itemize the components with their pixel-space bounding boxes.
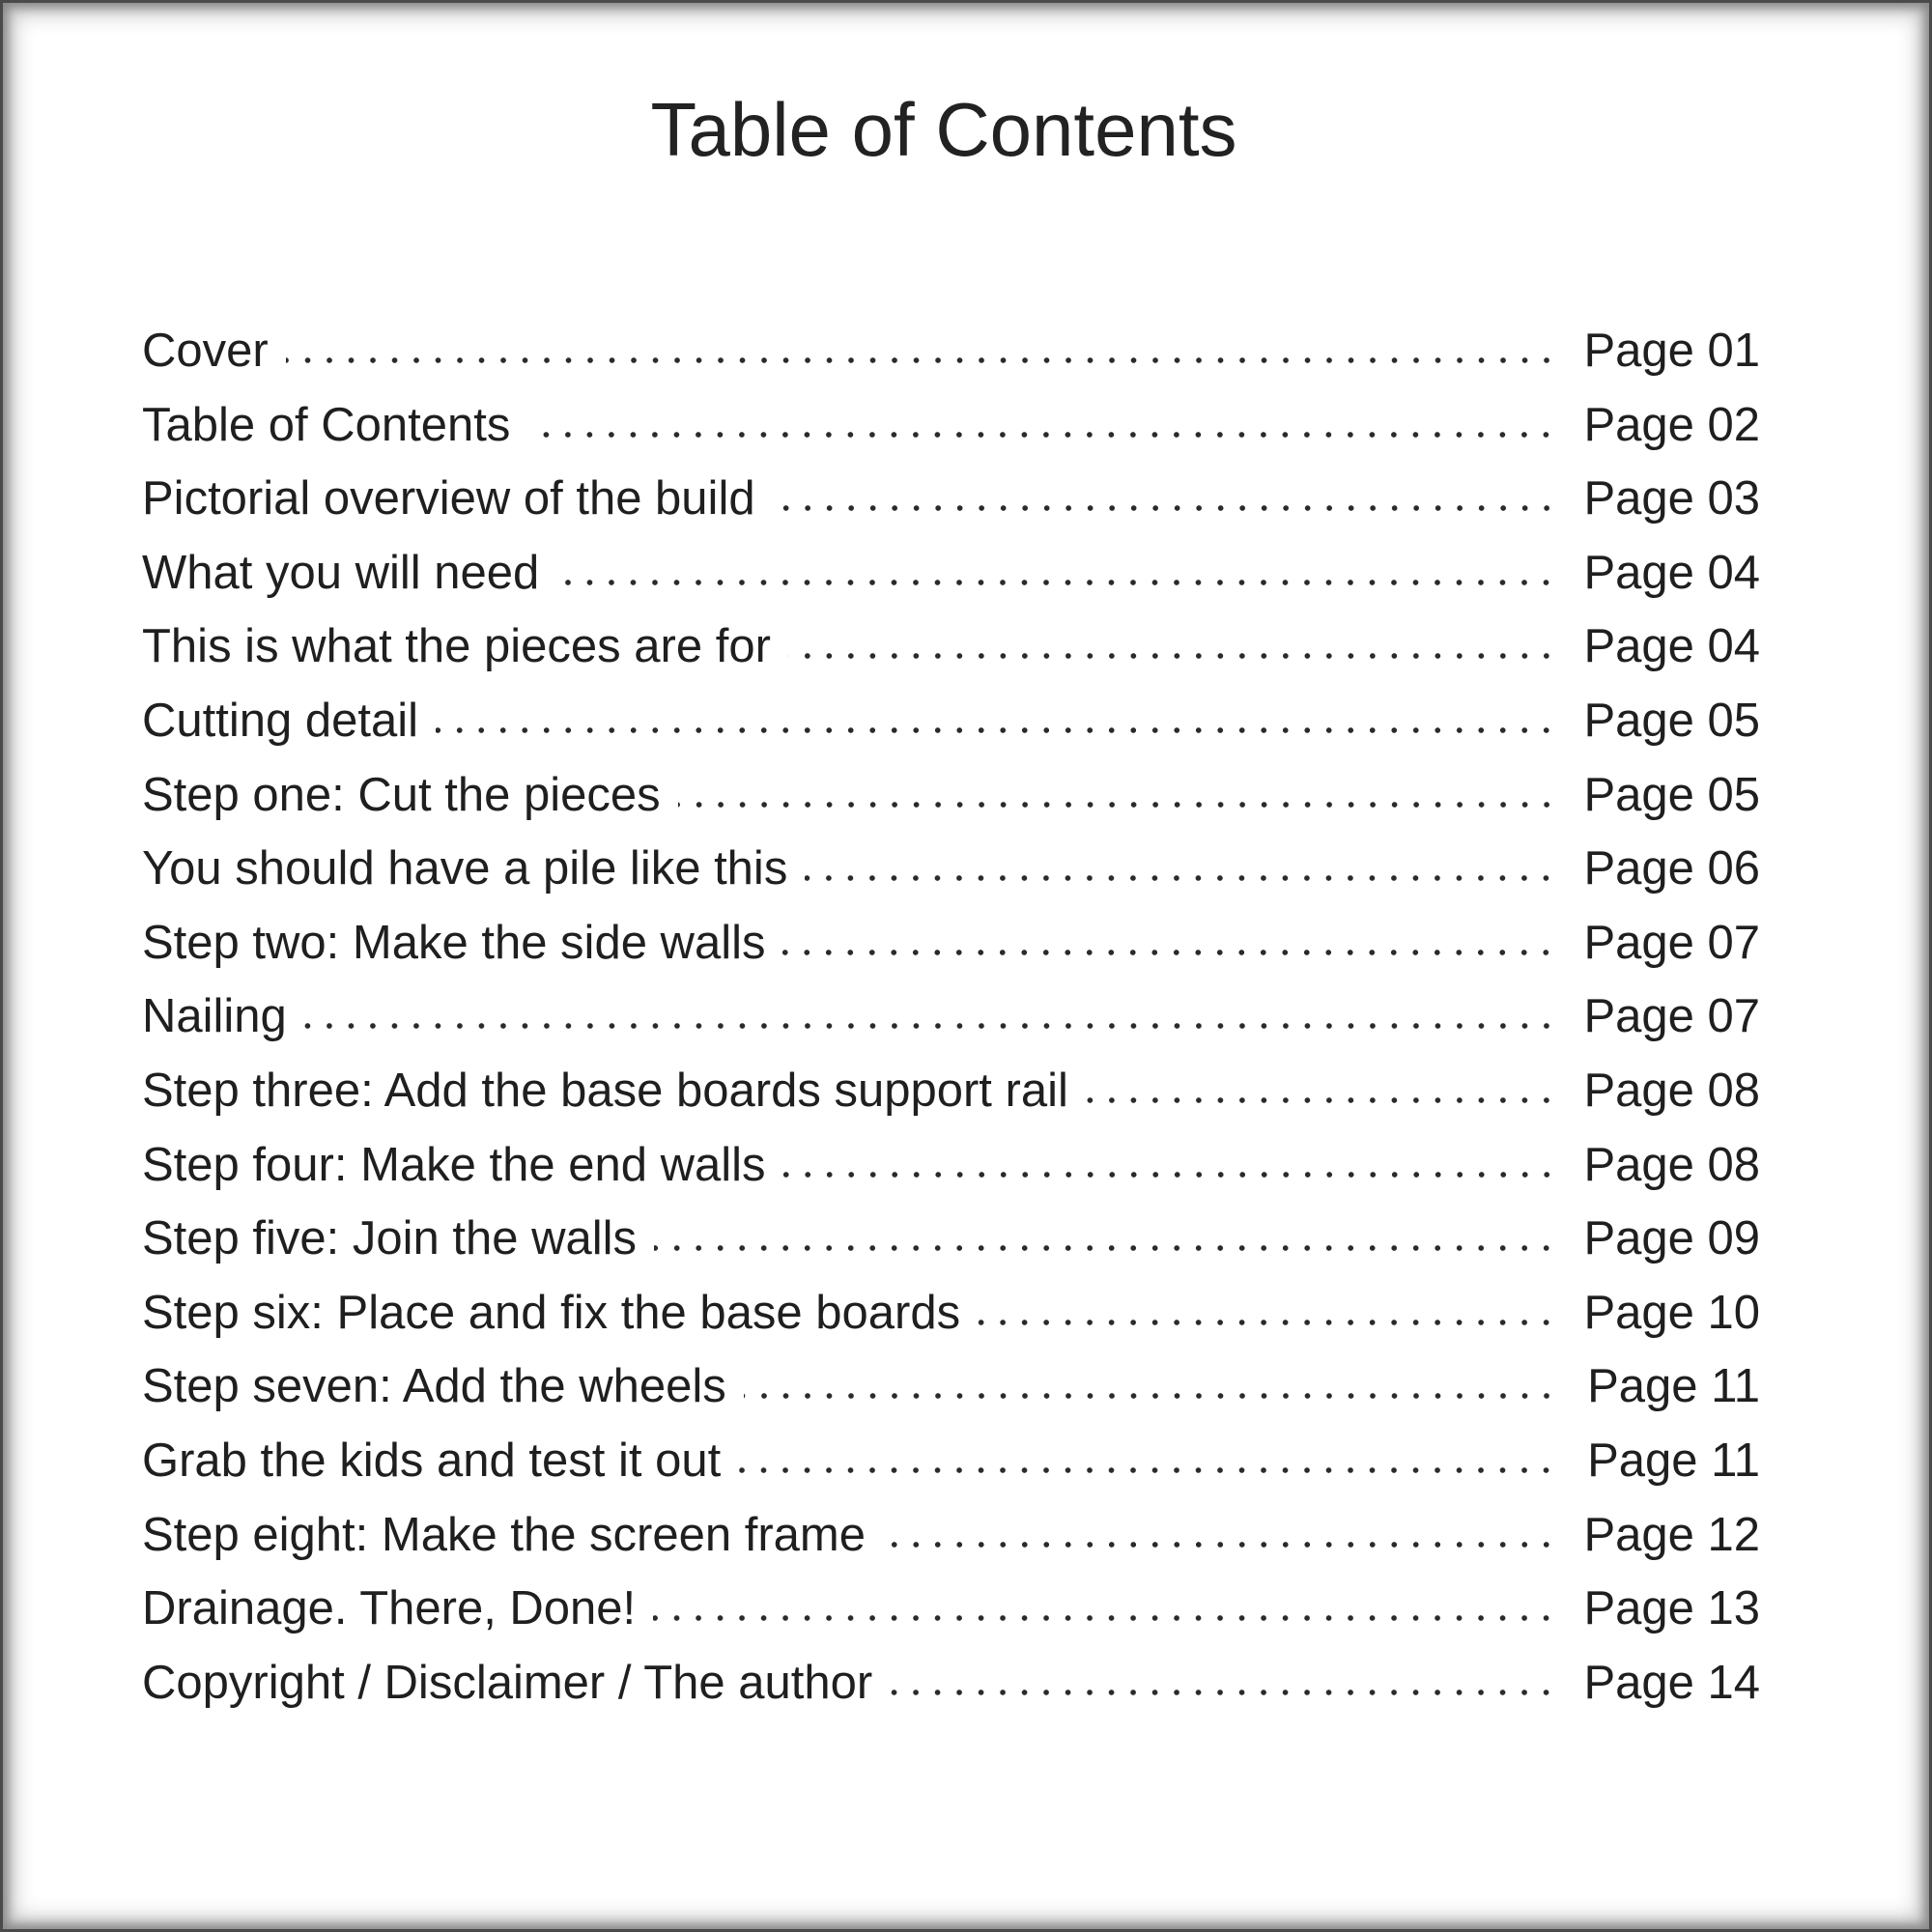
toc-entry[interactable]	[142, 324, 1760, 398]
toc-entry-label: Cutting detail	[142, 694, 419, 747]
toc-entry-label: Step seven: Add the wheels	[142, 1360, 726, 1413]
toc-entry-page: Page 04	[1583, 620, 1760, 673]
toc-entry[interactable]	[142, 841, 1760, 916]
toc-entry-label: Table of Contents	[142, 398, 511, 451]
toc-entry[interactable]	[142, 1581, 1760, 1656]
toc-entry-page: Page 02	[1583, 398, 1760, 451]
toc-entry[interactable]	[142, 768, 1760, 842]
toc-entry-page: Page 08	[1583, 1064, 1760, 1117]
toc-entry-page: Page 12	[1583, 1508, 1760, 1561]
toc-entry-label: Step eight: Make the screen frame	[142, 1508, 866, 1561]
dot-leader	[654, 1240, 1557, 1254]
toc-entry-label: What you will need	[142, 546, 540, 599]
toc-entry-label: Step two: Make the side walls	[142, 916, 766, 969]
toc-entry-page: Page 13	[1583, 1582, 1760, 1635]
toc-entry-page: Page 10	[1583, 1286, 1760, 1339]
toc-entry-page: Page 05	[1583, 694, 1760, 747]
dot-leader	[890, 1685, 1557, 1698]
toc-entry-label: Drainage. There, Done!	[142, 1582, 637, 1635]
toc-entry-label: Step three: Add the base boards support rail	[142, 1064, 1068, 1117]
toc-entry-label: You should have a pile like this	[142, 842, 788, 895]
toc-entry-page: Page 14	[1583, 1656, 1760, 1709]
toc-entry-page: Page 11	[1587, 1360, 1760, 1413]
dot-leader	[436, 723, 1557, 736]
toc-list	[142, 324, 1760, 1729]
toc-entry-page: Page 06	[1583, 842, 1760, 895]
toc-entry-page: Page 04	[1583, 546, 1760, 599]
dot-leader	[883, 1537, 1557, 1550]
toc-entry[interactable]	[142, 1211, 1760, 1286]
toc-entry[interactable]	[142, 1286, 1760, 1360]
dot-leader	[738, 1463, 1557, 1476]
toc-entry[interactable]	[142, 1138, 1760, 1212]
toc-entry-page: Page 07	[1583, 990, 1760, 1043]
toc-entry-label: Cover	[142, 325, 269, 377]
toc-entry[interactable]	[142, 1064, 1760, 1138]
dot-leader	[744, 1388, 1557, 1402]
dot-leader	[782, 945, 1557, 958]
dot-leader	[1086, 1093, 1557, 1106]
toc-entry-page: Page 01	[1583, 325, 1760, 377]
toc-entry-label: Copyright / Disclaimer / The author	[142, 1656, 873, 1709]
toc-entry-label: Step six: Place and fix the base boards	[142, 1286, 961, 1339]
toc-entry-page: Page 03	[1583, 472, 1760, 526]
toc-entry[interactable]	[142, 1359, 1760, 1434]
dot-leader	[556, 575, 1557, 588]
toc-entry[interactable]	[142, 398, 1760, 472]
toc-entry-label: Step five: Join the walls	[142, 1212, 638, 1265]
toc-entry[interactable]	[142, 916, 1760, 990]
dot-leader	[653, 1610, 1557, 1624]
toc-entry[interactable]	[142, 546, 1760, 620]
toc-entry-label: Pictorial overview of the build	[142, 472, 755, 526]
toc-entry-label: Step one: Cut the pieces	[142, 768, 661, 821]
dot-leader	[783, 1167, 1557, 1180]
dot-leader	[788, 648, 1557, 662]
dot-leader	[978, 1315, 1557, 1328]
toc-entry[interactable]	[142, 989, 1760, 1064]
dot-leader	[304, 1018, 1557, 1032]
dot-leader	[678, 797, 1557, 810]
dot-leader	[805, 870, 1557, 884]
toc-entry-page: Page 08	[1583, 1138, 1760, 1191]
dot-leader	[527, 427, 1557, 440]
toc-entry[interactable]	[142, 1508, 1760, 1582]
dot-leader	[773, 500, 1557, 514]
toc-entry-page: Page 07	[1583, 916, 1760, 969]
toc-entry[interactable]	[142, 694, 1760, 768]
toc-entry[interactable]	[142, 1656, 1760, 1730]
toc-entry-page: Page 11	[1587, 1434, 1760, 1487]
toc-entry-label: Step four: Make the end walls	[142, 1138, 766, 1191]
dot-leader	[286, 353, 1557, 366]
toc-entry[interactable]	[142, 1434, 1760, 1508]
toc-entry[interactable]	[142, 471, 1760, 546]
toc-entry-label: Grab the kids and test it out	[142, 1434, 722, 1487]
toc-entry-page: Page 09	[1583, 1212, 1760, 1265]
toc-entry-label: Nailing	[142, 990, 287, 1043]
toc-entry-page: Page 05	[1583, 768, 1760, 821]
toc-entry[interactable]	[142, 619, 1760, 694]
toc-entry-label: This is what the pieces are for	[142, 620, 771, 673]
page-title: Table of Contents	[650, 87, 1237, 172]
